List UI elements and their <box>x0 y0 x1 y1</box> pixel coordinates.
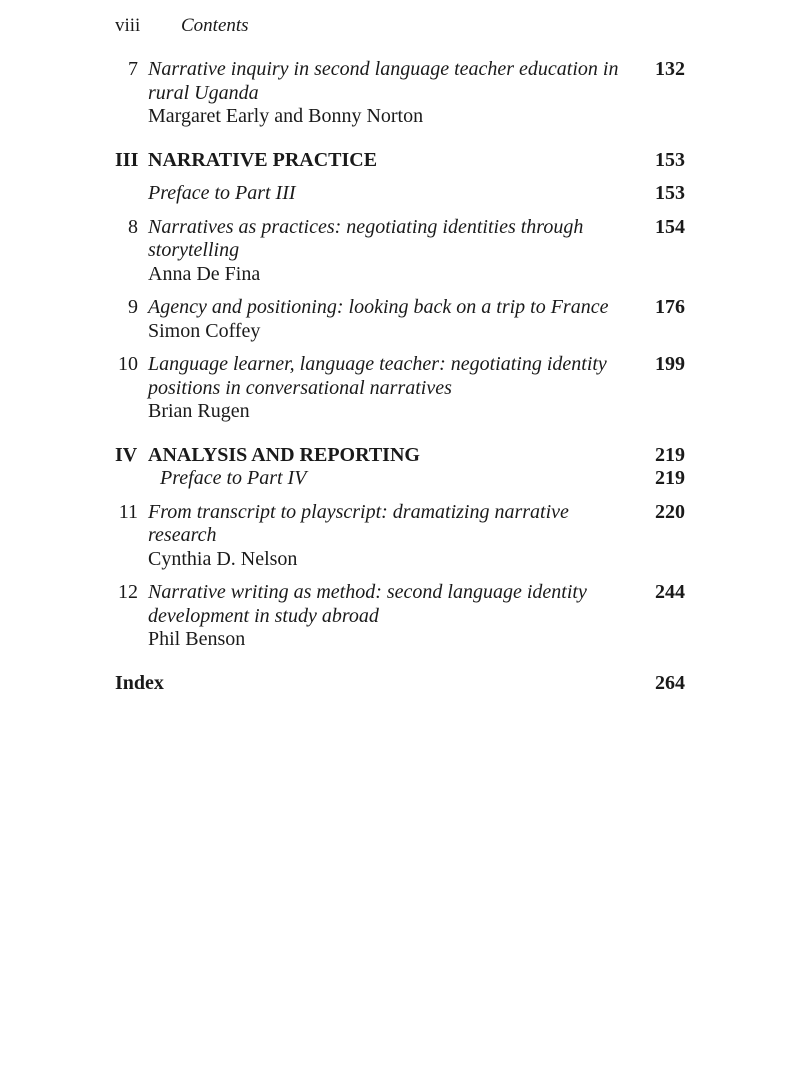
chapter-title: From transcript to playscript: dramatizing narrative research <box>148 500 569 546</box>
toc-preface-part-4[interactable] <box>0 467 793 491</box>
chapter-title: Language learner, language teacher: negotiating identity positions in conversational narratives <box>148 353 607 399</box>
chapter-number: 7 <box>128 58 138 80</box>
toc-part-3[interactable] <box>0 149 793 173</box>
preface-page-number: 153 <box>655 182 685 204</box>
toc-preface-part-3[interactable] <box>0 182 793 206</box>
chapter-page-number: 154 <box>655 215 685 238</box>
part-number: IV <box>115 443 138 466</box>
preface-page-number: 219 <box>655 467 685 489</box>
toc-part-4[interactable] <box>0 444 793 468</box>
chapter-title: Agency and positioning: looking back on a trip to France <box>148 296 609 318</box>
toc-entry-chapter-10[interactable] <box>0 353 793 424</box>
chapter-author: Phil Benson <box>148 628 246 650</box>
chapter-number: 11 <box>118 500 138 523</box>
toc-entry-chapter-12[interactable] <box>0 581 793 652</box>
chapter-title: Narrative writing as method: second language identity development in study abroad <box>148 581 587 627</box>
chapter-number: 9 <box>128 296 138 318</box>
part-title: NARRATIVE PRACTICE <box>148 148 378 171</box>
part-number: III <box>115 148 139 171</box>
preface-title: Preface to Part III <box>148 182 296 204</box>
chapter-number: 8 <box>128 215 138 238</box>
chapter-title: Narrative inquiry in second language teacher education in rural Uganda <box>148 58 619 104</box>
running-head-section: Contents <box>181 15 249 36</box>
chapter-page-number: 132 <box>655 58 685 80</box>
toc-entry-chapter-8[interactable] <box>0 216 793 287</box>
running-head <box>115 14 249 38</box>
chapter-title: Narratives as practices: negotiating identities through storytelling <box>148 215 584 261</box>
part-page-number: 153 <box>655 148 685 171</box>
chapter-page-number: 176 <box>655 296 685 318</box>
chapter-author: Margaret Early and Bonny Norton <box>148 105 424 127</box>
page-folio: viii <box>115 15 141 36</box>
table-of-contents <box>0 58 793 695</box>
toc-entry-chapter-11[interactable] <box>0 501 793 572</box>
chapter-number: 12 <box>118 581 138 603</box>
toc-entry-chapter-9[interactable] <box>0 296 793 343</box>
part-page-number: 219 <box>655 443 685 466</box>
chapter-page-number: 220 <box>655 500 685 523</box>
chapter-page-number: 244 <box>655 581 685 603</box>
chapter-author: Anna De Fina <box>148 262 261 285</box>
chapter-author: Simon Coffey <box>148 319 261 342</box>
part-title: ANALYSIS AND REPORTING <box>148 443 420 466</box>
toc-entry-chapter-7[interactable] <box>0 58 793 129</box>
chapter-author: Brian Rugen <box>148 400 250 422</box>
chapter-number: 10 <box>118 353 138 375</box>
preface-title: Preface to Part IV <box>160 467 307 489</box>
index-label: Index <box>115 671 164 694</box>
chapter-page-number: 199 <box>655 353 685 375</box>
index-page-number: 264 <box>655 671 685 694</box>
chapter-author: Cynthia D. Nelson <box>148 547 298 570</box>
toc-entry-index[interactable] <box>0 672 793 696</box>
